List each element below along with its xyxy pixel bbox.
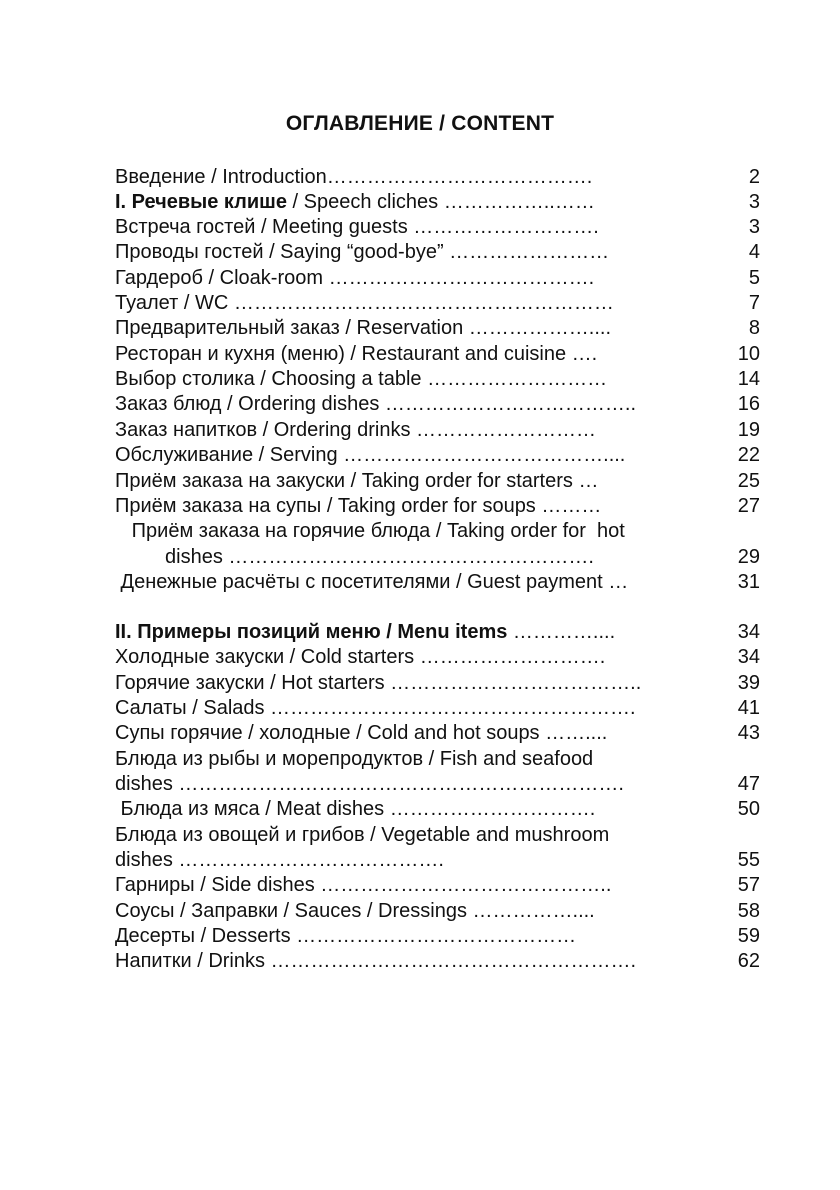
toc-entry-label: dishes …………………………………………………………. [115, 773, 624, 795]
page-title: ОГЛАВЛЕНИЕ / CONTENT [285, 112, 555, 135]
toc-entry [115, 823, 695, 847]
toc-entry [115, 367, 695, 391]
toc-entry-label: dishes …………………………………. [115, 849, 444, 871]
toc-page-number: 14 [737, 368, 760, 390]
toc-page-number: 31 [737, 571, 760, 593]
toc-entry [115, 873, 695, 897]
toc-entry [115, 570, 695, 594]
toc-entry [115, 342, 695, 366]
toc-section-label: I. Речевые клише [115, 191, 287, 213]
toc-entry [115, 240, 695, 264]
toc-entry [115, 721, 695, 745]
toc-entry-label: Введение / Introduction…………………………………. [115, 166, 593, 188]
toc-entry-label: Предварительный заказ / Reservation ……………….... [115, 317, 612, 339]
toc-page-number: 50 [737, 798, 760, 820]
toc-entry-label: Горячие закуски / Hot starters ……………………………….. [115, 672, 642, 694]
toc-entry-label: Ресторан и кухня (меню) / Restaurant and cuisine …. [115, 343, 598, 365]
toc-section-entry [115, 190, 695, 214]
toc-entry-label: Гардероб / Cloak-room …………………………………. [115, 267, 595, 289]
toc-entry [115, 291, 695, 315]
toc-entry [115, 469, 695, 493]
toc-page-number: 2 [748, 166, 760, 188]
toc-entry-label: Заказ блюд / Ordering dishes ……………………………….. [115, 393, 636, 415]
toc-entry-label: Заказ напитков / Ordering drinks ……………………… [115, 419, 597, 441]
toc-entry-label: Проводы гостей / Saying “good-bye” …………………… [115, 241, 610, 263]
toc-entry [115, 899, 695, 923]
toc-entry-label: Туалет / WC ………………………………………………… [115, 292, 614, 314]
toc-entry-label: Десерты / Desserts …………………………………… [115, 925, 577, 947]
toc-entry [115, 215, 695, 239]
toc-page-number: 29 [737, 546, 760, 568]
toc-entry-label: Приём заказа на супы / Taking order for soups ……… [115, 495, 602, 517]
toc-entry-label: Блюда из мяса / Meat dishes …………………………. [115, 798, 596, 820]
toc-entry-label: Салаты / Salads ………………………………………………. [115, 697, 636, 719]
toc-page-number: 43 [737, 722, 760, 744]
toc-page-number: 3 [748, 191, 760, 213]
toc-page-number: 7 [748, 292, 760, 314]
toc-page-number: 39 [737, 672, 760, 694]
toc-page-number: 47 [737, 773, 760, 795]
toc-entry-label: Блюда из овощей и грибов / Vegetable and mushroom [115, 824, 610, 846]
toc-entry-label: Блюда из рыбы и морепродуктов / Fish and seafood [115, 748, 594, 770]
toc-entry [115, 797, 695, 821]
toc-entry-label: Обслуживание / Serving ………………………………….... [115, 444, 626, 466]
toc-page-number: 5 [748, 267, 760, 289]
toc-entry [115, 392, 695, 416]
toc-page-number: 19 [737, 419, 760, 441]
toc-entry-label: Напитки / Drinks ………………………………………………. [115, 950, 637, 972]
toc-page-number: 41 [737, 697, 760, 719]
toc-entry-label: Супы горячие / холодные / Cold and hot soups …….... [115, 722, 608, 744]
toc-entry [115, 645, 695, 669]
toc-entry [115, 165, 695, 189]
toc-page-number: 62 [737, 950, 760, 972]
toc-entry-label: ………….... [507, 621, 616, 643]
toc-entry [115, 519, 695, 543]
toc-entry [115, 443, 695, 467]
toc-entry [115, 671, 695, 695]
toc-section-label: II. Примеры позиций меню / Menu items [115, 621, 508, 643]
toc-entry [115, 316, 695, 340]
toc-page-number: 22 [737, 444, 760, 466]
toc-page-number: 3 [748, 216, 760, 238]
toc-page-number: 27 [737, 495, 760, 517]
toc-entry [115, 696, 695, 720]
toc-entry-label: Встреча гостей / Meeting guests ………………………. [115, 216, 599, 238]
toc-entry-label: Соусы / Заправки / Sauces / Dressings …………….... [115, 900, 595, 922]
toc-page-number: 25 [737, 470, 760, 492]
toc-page-number: 16 [737, 393, 760, 415]
toc-page-number: 34 [737, 621, 760, 643]
toc-entry [115, 949, 695, 973]
toc-entry [115, 924, 695, 948]
toc-entry-label: Приём заказа на закуски / Taking order for starters … [115, 470, 599, 492]
toc-page-number: 8 [748, 317, 760, 339]
toc-entry [115, 418, 695, 442]
toc-entry [115, 266, 695, 290]
toc-entry [115, 545, 695, 569]
toc-section-entry [115, 620, 695, 644]
toc-page-number: 4 [748, 241, 760, 263]
toc-entry [115, 747, 695, 771]
toc-entry-label: dishes ………………………………………………. [115, 546, 594, 568]
toc-page-number: 10 [737, 343, 760, 365]
toc-entry-label: Денежные расчёты с посетителями / Guest payment … [115, 571, 629, 593]
toc-entry-label: Гарниры / Side dishes …………………………………….. [115, 874, 612, 896]
toc-page-number: 58 [737, 900, 760, 922]
toc-entry-label: Холодные закуски / Cold starters ………………………. [115, 646, 606, 668]
toc-page-number: 34 [737, 646, 760, 668]
toc-entry-label: Выбор столика / Choosing a table ……………………… [115, 368, 608, 390]
toc-entry-label: / Speech cliches ……………..…… [286, 191, 595, 213]
toc-page-number: 59 [737, 925, 760, 947]
toc-entry-label: Приём заказа на горячие блюда / Taking order for hot [115, 520, 625, 542]
toc-entry [115, 772, 695, 796]
toc-entry [115, 494, 695, 518]
toc-page-number: 55 [737, 849, 760, 871]
toc-entry [115, 848, 695, 872]
toc-page-number: 57 [737, 874, 760, 896]
